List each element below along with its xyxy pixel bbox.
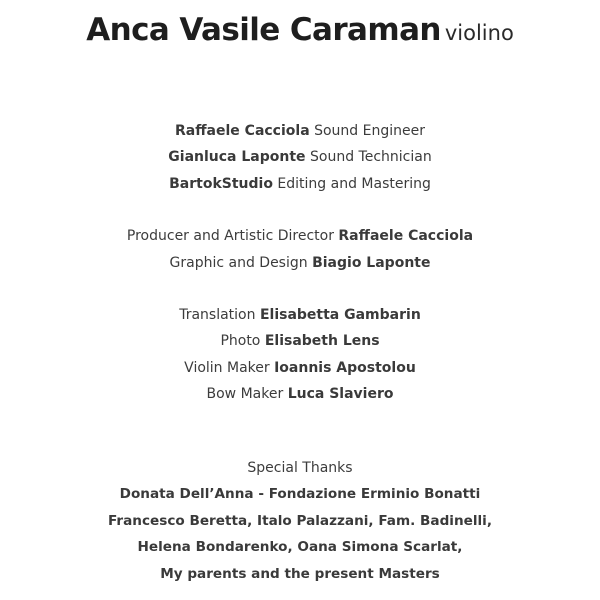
credit-role: Bow Maker [206,386,284,403]
credit-line [0,250,600,276]
special-thanks-title: Special Thanks [247,460,353,476]
spacer [0,197,600,223]
credit-name: Gianluca Laponte [168,149,306,166]
credit-name: Biagio Laponte [312,254,431,271]
credit-role: Sound Technician [310,149,432,166]
credit-name: Elisabetta Gambarin [259,307,421,324]
credit-line [0,302,600,328]
credit-name: Ioannis Apostolou [274,359,416,376]
thanks-line: Helena Bondarenko, Oana Simona Scarlat, [137,539,463,556]
artist-instrument: violino [444,21,514,45]
thanks-line: Francesco Beretta, Italo Palazzani, Fam. Badinelli, [107,512,493,529]
credit-role: Producer and Artistic Director [126,228,334,245]
credit-line [0,328,600,354]
page-title [0,12,600,48]
credit-name: Elisabeth Lens [264,333,380,350]
credit-line [0,171,600,197]
credit-line [0,381,600,407]
thanks-line: My parents and the present Masters [160,565,440,582]
artist-name: Anca Vasile Caraman [86,12,441,48]
credit-role: Editing and Mastering [277,175,431,192]
credit-name: Luca Slaviero [287,386,394,403]
spacer [0,276,600,302]
credit-line [0,144,600,170]
credit-role: Sound Engineer [314,123,425,139]
credit-line [0,118,600,144]
credit-role: Photo [220,333,261,350]
credits-list [0,118,600,408]
credit-role: Translation [179,307,256,324]
special-thanks-section [0,455,600,587]
credit-name: BartokStudio [169,175,273,192]
credit-name: Raffaele Cacciola [174,123,310,139]
thanks-line: Donata Dell’Anna - Fondazione Erminio Bonatti [119,486,481,503]
credit-name: Raffaele Cacciola [338,228,474,245]
credit-line [0,223,600,249]
credit-line [0,355,600,381]
credit-role: Violin Maker [184,359,270,376]
credit-role: Graphic and Design [169,254,308,271]
